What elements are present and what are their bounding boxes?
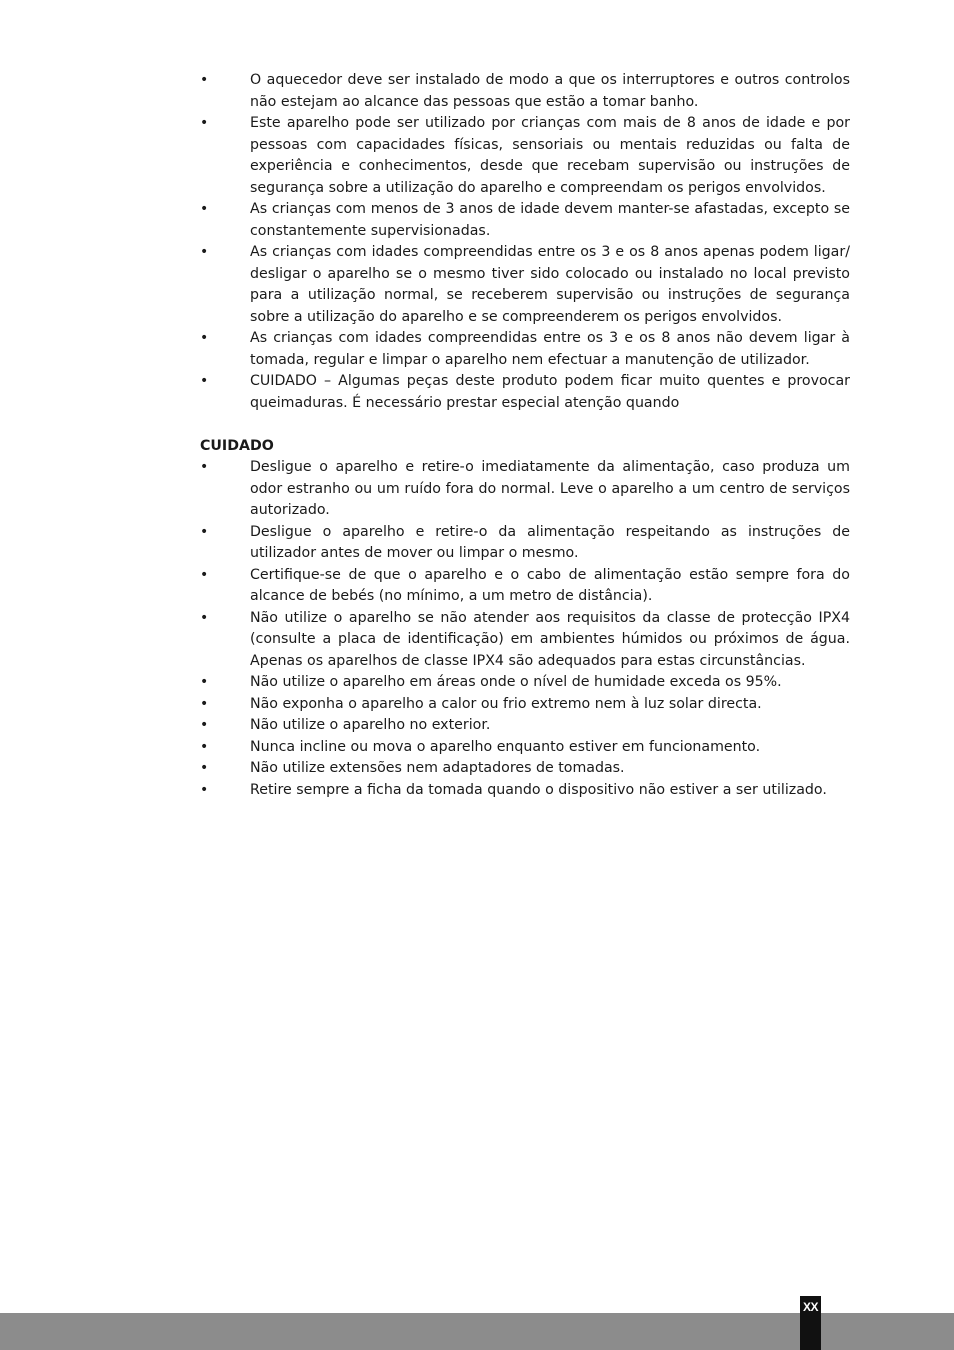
- list-item-text: O aquecedor deve ser instalado de modo a que os interruptores e outros controlos não estejam ao alcance das pessoas que estão a tomar banho.: [250, 72, 850, 110]
- section-heading: CUIDADO: [200, 437, 274, 454]
- list-item-text: Não exponha o aparelho a calor ou frio extremo nem à luz solar directa.: [250, 695, 762, 712]
- bullet-icon: •: [200, 201, 209, 217]
- list-item: [200, 371, 850, 414]
- safety-list-general: [200, 70, 850, 414]
- page-number-tab: [800, 1296, 821, 1350]
- list-item-text: As crianças com idades compreendidas entre os 3 e os 8 anos apenas podem ligar/ desligar o aparelho se o mesmo tiver sido colocado ou instalado no local previsto para a utilização normal, se receberem supervisão ou instruções de segurança sobre a utilização do aparelho e se compreenderem os perigos envolvidos.: [250, 244, 850, 325]
- bullet-icon: •: [200, 760, 209, 776]
- list-item: [200, 522, 850, 565]
- bullet-icon: •: [200, 523, 209, 540]
- list-item-text: Desligue o aparelho e retire-o imediatamente da alimentação, caso produza um odor estranho ou um ruído fora do normal. Leve o aparelho a um centro de serviços autorizado.: [250, 459, 850, 518]
- list-item-text: Não utilize o aparelho em áreas onde o nível de humidade exceda os 95%.: [250, 674, 782, 690]
- list-item-text: Não utilize o aparelho se não atender aos requisitos da classe de protecção IPX4 (consulte a placa de identificação) em ambientes húmidos ou próximos de água. Apenas os aparelhos de classe IPX4 são adequados para estas circunstâncias.: [250, 609, 850, 669]
- list-item: [200, 113, 850, 199]
- bullet-icon: •: [200, 373, 209, 389]
- list-item-text: As crianças com idades compreendidas entre os 3 e os 8 anos não devem ligar à tomada, regular e limpar o aparelho nem efectuar a manutenção de utilizador.: [250, 330, 850, 368]
- list-item-text: Não utilize extensões nem adaptadores de tomadas.: [250, 760, 625, 776]
- bullet-icon: •: [200, 695, 209, 712]
- list-item-text: Não utilize o aparelho no exterior.: [250, 717, 491, 733]
- list-item: [200, 565, 850, 608]
- bullet-icon: •: [200, 674, 209, 690]
- list-item: [200, 780, 850, 802]
- safety-list-caution: [200, 457, 850, 801]
- list-item: [200, 715, 850, 737]
- list-item-text: Retire sempre a ficha da tomada quando o dispositivo não estiver a ser utilizado.: [250, 781, 827, 798]
- list-item: [200, 737, 850, 759]
- bullet-icon: •: [200, 72, 209, 88]
- list-item: [200, 242, 850, 328]
- bullet-icon: •: [200, 330, 209, 346]
- list-item: [200, 328, 850, 371]
- list-item-text: Nunca incline ou mova o aparelho enquanto estiver em funcionamento.: [250, 738, 761, 755]
- list-item-text: Certifique-se de que o aparelho e o cabo de alimentação estão sempre fora do alcance de bebés (no mínimo, a um metro de distância).: [250, 566, 850, 604]
- bullet-icon: •: [200, 738, 209, 755]
- list-item: [200, 608, 850, 673]
- list-item: [200, 758, 850, 780]
- list-item: [200, 694, 850, 716]
- list-item: [200, 199, 850, 242]
- list-item-text: Este aparelho pode ser utilizado por crianças com mais de 8 anos de idade e por pessoas com capacidades físicas, sensoriais ou mentais reduzidas ou falta de experiência e conhecimentos, desde que recebam supervisão ou instruções de segurança sobre a utilização do aparelho e compreendam os perigos envolvidos.: [250, 115, 850, 196]
- bullet-icon: •: [200, 115, 209, 131]
- bullet-icon: •: [200, 717, 209, 733]
- list-item: [200, 70, 850, 113]
- list-item: [200, 672, 850, 694]
- document-body: [200, 70, 850, 801]
- bullet-icon: •: [200, 244, 209, 260]
- page-number: XX: [802, 1300, 818, 1314]
- list-item-text: As crianças com menos de 3 anos de idade devem manter-se afastadas, excepto se constantemente supervisionadas.: [250, 201, 850, 239]
- list-item-text: CUIDADO – Algumas peças deste produto podem ficar muito quentes e provocar queimaduras. É necessário prestar especial atenção quando: [250, 373, 850, 411]
- list-item: [200, 457, 850, 522]
- bullet-icon: •: [200, 781, 209, 798]
- bullet-icon: •: [200, 609, 209, 626]
- list-item-text: Desligue o aparelho e retire-o da alimentação respeitando as instruções de utilizador antes de mover ou limpar o mesmo.: [250, 523, 850, 561]
- bullet-icon: •: [200, 459, 209, 475]
- bullet-icon: •: [200, 566, 209, 583]
